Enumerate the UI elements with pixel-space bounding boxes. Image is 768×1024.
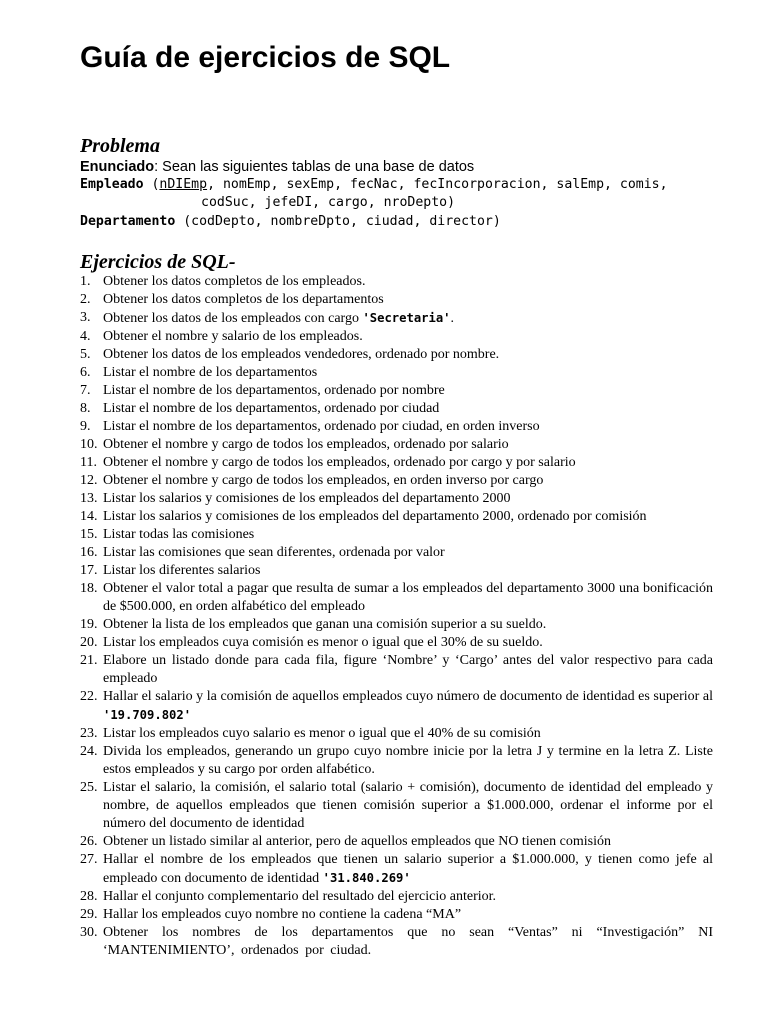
exercise-number: 8.	[80, 401, 91, 416]
exercise-item	[80, 544, 713, 562]
exercise-number: 3.	[80, 310, 91, 325]
exercise-item	[80, 906, 713, 924]
exercise-item	[80, 580, 713, 616]
exercise-number: 16.	[80, 545, 98, 560]
exercise-number: 26.	[80, 834, 98, 849]
exercise-text: Listar los empleados cuyo salario es menor o igual que el 40% de su comisión	[103, 726, 541, 741]
exercise-item	[80, 526, 713, 544]
problema-heading: Problema	[80, 135, 160, 157]
departamento-columns: (codDepto, nombreDpto, ciudad, director)	[175, 214, 501, 229]
exercise-text: Hallar el nombre de los empleados que tienen un salario superior a $1.000.000, y tienen como jefe al empleado con documento de identidad	[103, 852, 713, 886]
exercise-number: 5.	[80, 347, 91, 362]
page-title: Guía de ejercicios de SQL	[80, 41, 451, 74]
exercise-number: 2.	[80, 292, 91, 307]
exercise-number: 18.	[80, 581, 98, 596]
exercise-number: 15.	[80, 527, 98, 542]
exercise-item	[80, 888, 713, 906]
exercise-text: Obtener el nombre y cargo de todos los empleados, ordenado por salario	[103, 437, 509, 452]
exercise-item	[80, 924, 713, 960]
exercise-number: 9.	[80, 419, 91, 434]
exercise-item	[80, 725, 713, 743]
exercise-item	[80, 688, 713, 725]
exercise-item	[80, 273, 713, 291]
exercise-text: Hallar los empleados cuyo nombre no contiene la cadena “MA”	[103, 907, 462, 922]
exercise-text: Elabore un listado donde para cada fila, figure ‘Nombre’ y ‘Cargo’ antes del valor respectivo para cada empleado	[103, 653, 713, 686]
exercise-text: Obtener el nombre y cargo de todos los empleados, ordenado por cargo y por salario	[103, 455, 576, 470]
exercise-text: Listar los empleados cuya comisión es menor o igual que el 30% de su sueldo.	[103, 635, 543, 650]
exercise-item	[80, 833, 713, 851]
exercise-text: Obtener la lista de los empleados que ganan una comisión superior a su sueldo.	[103, 617, 547, 632]
exercise-text: Obtener los datos completos de los departamentos	[103, 292, 384, 307]
exercise-text: Obtener el valor total a pagar que resulta de sumar a los empleados del departamento 3000 una bonificación de $500.000, en orden alfabético del empleado	[103, 581, 713, 614]
exercise-number: 25.	[80, 780, 98, 795]
exercise-text: Listar todas las comisiones	[103, 527, 255, 542]
exercise-text: Listar el nombre de los departamentos, ordenado por ciudad	[103, 401, 440, 416]
exercise-text: Listar el nombre de los departamentos	[103, 365, 318, 380]
exercise-number: 22.	[80, 689, 98, 704]
exercise-number: 17.	[80, 563, 98, 578]
empleado-schema	[80, 176, 668, 194]
enunciado-line	[80, 158, 474, 176]
exercise-number: 20.	[80, 635, 98, 650]
exercise-item	[80, 364, 713, 382]
exercise-number: 23.	[80, 726, 98, 741]
empleado-primary-key: nDIEmp	[159, 177, 208, 192]
exercise-list	[80, 273, 713, 960]
exercise-text: Listar las comisiones que sean diferentes, ordenada por valor	[103, 545, 445, 560]
exercise-number: 6.	[80, 365, 91, 380]
empleado-columns-line1: , nomEmp, sexEmp, fecNac, fecIncorporacion, salEmp, comis,	[207, 177, 668, 192]
exercise-number: 1.	[80, 274, 91, 289]
exercise-item	[80, 562, 713, 580]
exercise-item	[80, 291, 713, 309]
exercise-item	[80, 652, 713, 688]
exercise-item	[80, 743, 713, 779]
exercise-text: Hallar el salario y la comisión de aquellos empleados cuyo número de documento de identidad es superior al	[103, 689, 713, 704]
exercise-number: 29.	[80, 907, 98, 922]
exercise-number: 21.	[80, 653, 98, 668]
exercise-item	[80, 454, 713, 472]
exercise-number: 7.	[80, 383, 91, 398]
exercise-number: 11.	[80, 455, 97, 470]
exercise-number: 24.	[80, 744, 98, 759]
departamento-schema	[80, 213, 501, 231]
exercise-number: 12.	[80, 473, 98, 488]
exercise-item	[80, 382, 713, 400]
exercise-text: Divida los empleados, generando un grupo cuyo nombre inicie por la letra J y termine en la letra Z. Liste estos empleados y su cargo por orden alfabético.	[103, 744, 713, 777]
exercise-text: Listar el nombre de los departamentos, ordenado por ciudad, en orden inverso	[103, 419, 540, 434]
exercise-text: Obtener el nombre y salario de los empleados.	[103, 329, 363, 344]
exercise-text: Obtener los datos de los empleados vendedores, ordenado por nombre.	[103, 347, 500, 362]
exercise-sql-value: '19.709.802'	[103, 708, 192, 722]
exercise-item	[80, 309, 713, 328]
enunciado-text: : Sean las siguientes tablas de una base de datos	[154, 159, 475, 175]
exercise-item	[80, 616, 713, 634]
exercise-text: Listar los diferentes salarios	[103, 563, 261, 578]
exercise-text: Hallar el conjunto complementario del resultado del ejercicio anterior.	[103, 889, 497, 904]
exercise-text: Obtener el nombre y cargo de todos los empleados, en orden inverso por cargo	[103, 473, 544, 488]
exercise-text: .	[450, 311, 455, 326]
enunciado-label: Enunciado	[80, 159, 155, 175]
empleado-open-paren: (	[143, 177, 160, 192]
exercise-text: Obtener los datos completos de los empleados.	[103, 274, 366, 289]
exercise-text: Listar el nombre de los departamentos, ordenado por nombre	[103, 383, 445, 398]
exercise-item	[80, 400, 713, 418]
exercise-item	[80, 418, 713, 436]
exercise-item	[80, 328, 713, 346]
exercise-item	[80, 634, 713, 652]
exercise-item	[80, 508, 713, 526]
exercise-number: 13.	[80, 491, 98, 506]
exercise-text: Obtener los datos de los empleados con cargo	[103, 311, 363, 326]
exercise-item	[80, 851, 713, 888]
exercise-sql-value: '31.840.269'	[322, 871, 411, 885]
exercise-item	[80, 490, 713, 508]
exercise-text: Listar los salarios y comisiones de los empleados del departamento 2000	[103, 491, 511, 506]
exercise-sql-value: 'Secretaria'	[362, 311, 451, 325]
exercise-number: 30.	[80, 925, 98, 940]
exercise-text: Listar los salarios y comisiones de los empleados del departamento 2000, ordenado por comisión	[103, 509, 647, 524]
exercise-text: Obtener un listado similar al anterior, pero de aquellos empleados que NO tienen comisión	[103, 834, 611, 849]
exercise-text: Listar el salario, la comisión, el salario total (salario + comisión), documento de identidad del empleado y nombre, de aquellos empleados que tienen comisión superior a $1.000.000, ordenar el informe por el número del documento de identidad	[103, 780, 713, 831]
departamento-table-name: Departamento	[80, 214, 176, 229]
exercise-number: 14.	[80, 509, 98, 524]
exercise-number: 27.	[80, 852, 98, 867]
exercise-text: Obtener los nombres de los departamentos que no sean “Ventas” ni “Investigación” NI ‘MANTENIMIENTO’, ordenados por ciudad.	[103, 925, 713, 958]
exercise-number: 19.	[80, 617, 98, 632]
empleado-table-name: Empleado	[80, 177, 144, 192]
exercise-number: 28.	[80, 889, 98, 904]
ejercicios-heading: Ejercicios de SQL-	[80, 251, 236, 273]
exercise-item	[80, 346, 713, 364]
empleado-columns-line2: codSuc, jefeDI, cargo, nroDepto)	[201, 195, 456, 210]
exercise-number: 10.	[80, 437, 98, 452]
exercise-item	[80, 472, 713, 490]
exercise-number: 4.	[80, 329, 91, 344]
exercise-item	[80, 436, 713, 454]
exercise-item	[80, 779, 713, 833]
